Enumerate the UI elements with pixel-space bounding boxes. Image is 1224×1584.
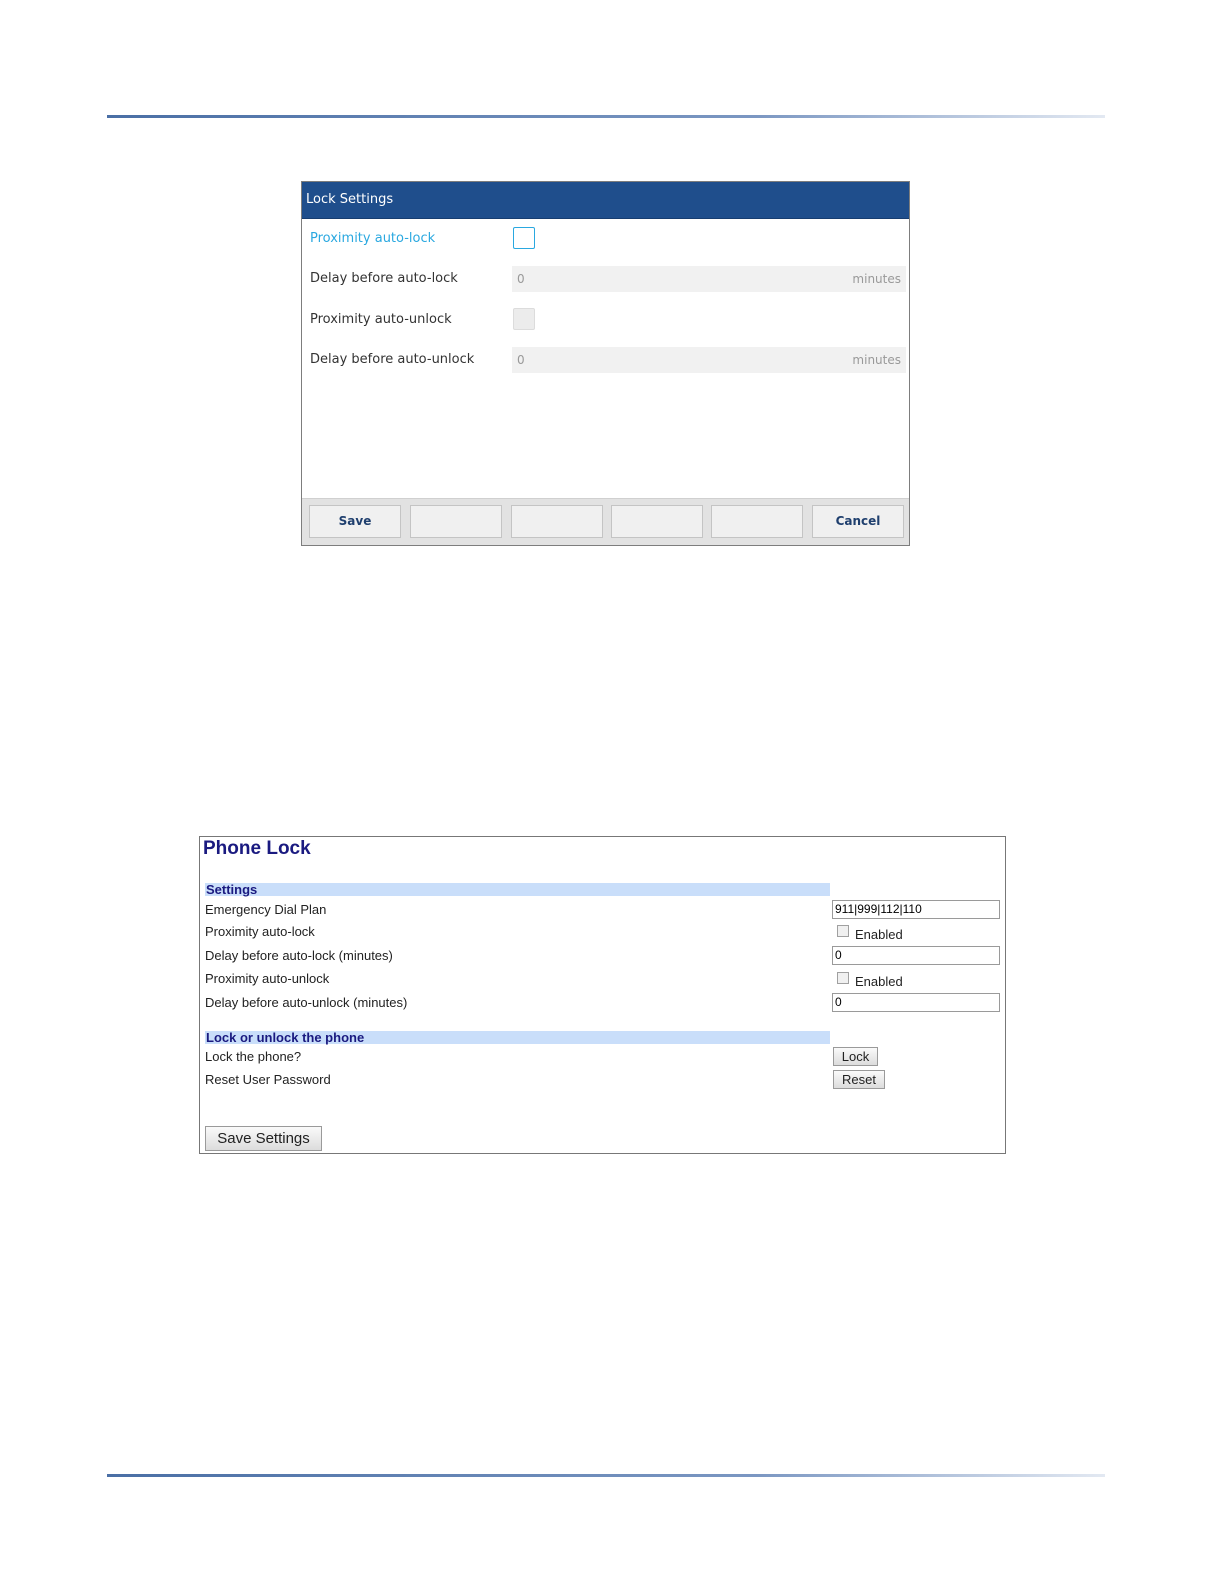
proximity-auto-unlock-checkbox[interactable] <box>513 308 535 330</box>
proximity-auto-unlock-label: Proximity auto-unlock <box>205 971 330 986</box>
softkey-save[interactable]: Save <box>309 505 401 538</box>
lock-section-header: Lock or unlock the phone <box>205 1031 830 1044</box>
emergency-dial-plan-input[interactable]: 911|999|112|110 <box>832 900 1000 919</box>
page-title: Phone Lock <box>203 838 311 859</box>
delay-auto-unlock-field[interactable] <box>512 347 906 373</box>
phone-lock-web-panel <box>199 836 1006 1154</box>
emergency-dial-plan-label: Emergency Dial Plan <box>205 902 327 917</box>
softkey-3[interactable] <box>511 505 603 538</box>
delay-auto-unlock-row <box>302 347 909 373</box>
proximity-auto-lock-label: Proximity auto-lock <box>205 924 315 939</box>
softkey-cancel[interactable]: Cancel <box>812 505 904 538</box>
proximity-auto-lock-checkbox[interactable] <box>513 227 535 249</box>
proximity-auto-unlock-row <box>302 307 909 333</box>
header-rule <box>107 115 1105 118</box>
delay-auto-lock-value: 0 <box>517 272 525 286</box>
delay-auto-unlock-label: Delay before auto-unlock <box>310 352 475 367</box>
reset-button[interactable]: Reset <box>833 1070 885 1089</box>
proximity-auto-lock-enabled-label: Enabled <box>855 927 903 942</box>
lock-button[interactable]: Lock <box>833 1047 878 1066</box>
softkey-4[interactable] <box>611 505 703 538</box>
delay-auto-unlock-input[interactable]: 0 <box>832 993 1000 1012</box>
delay-auto-lock-unit: minutes <box>852 272 901 286</box>
softkey-5[interactable] <box>711 505 803 538</box>
proximity-auto-unlock-label: Proximity auto-unlock <box>310 312 452 327</box>
settings-section-header: Settings <box>205 883 830 896</box>
softkey-2[interactable] <box>410 505 502 538</box>
proximity-auto-lock-row <box>302 226 909 252</box>
proximity-auto-unlock-enabled-label: Enabled <box>855 974 903 989</box>
proximity-auto-unlock-checkbox[interactable] <box>837 972 849 984</box>
reset-password-label: Reset User Password <box>205 1072 331 1087</box>
delay-auto-unlock-unit: minutes <box>852 353 901 367</box>
delay-auto-unlock-label: Delay before auto-unlock (minutes) <box>205 995 408 1010</box>
delay-auto-lock-label: Delay before auto-lock <box>310 271 458 286</box>
save-settings-button[interactable]: Save Settings <box>205 1126 322 1151</box>
delay-auto-lock-label: Delay before auto-lock (minutes) <box>205 948 393 963</box>
screen-title: Lock Settings <box>302 182 909 219</box>
footer-rule <box>107 1474 1105 1477</box>
proximity-auto-lock-label: Proximity auto-lock <box>310 231 436 246</box>
proximity-auto-lock-checkbox[interactable] <box>837 925 849 937</box>
delay-auto-unlock-value: 0 <box>517 353 525 367</box>
lock-phone-label: Lock the phone? <box>205 1049 302 1064</box>
delay-auto-lock-row <box>302 266 909 292</box>
delay-auto-lock-field[interactable] <box>512 266 906 292</box>
delay-auto-lock-input[interactable]: 0 <box>832 946 1000 965</box>
phone-lock-settings-screen <box>301 181 910 546</box>
softkey-bar <box>302 498 909 545</box>
